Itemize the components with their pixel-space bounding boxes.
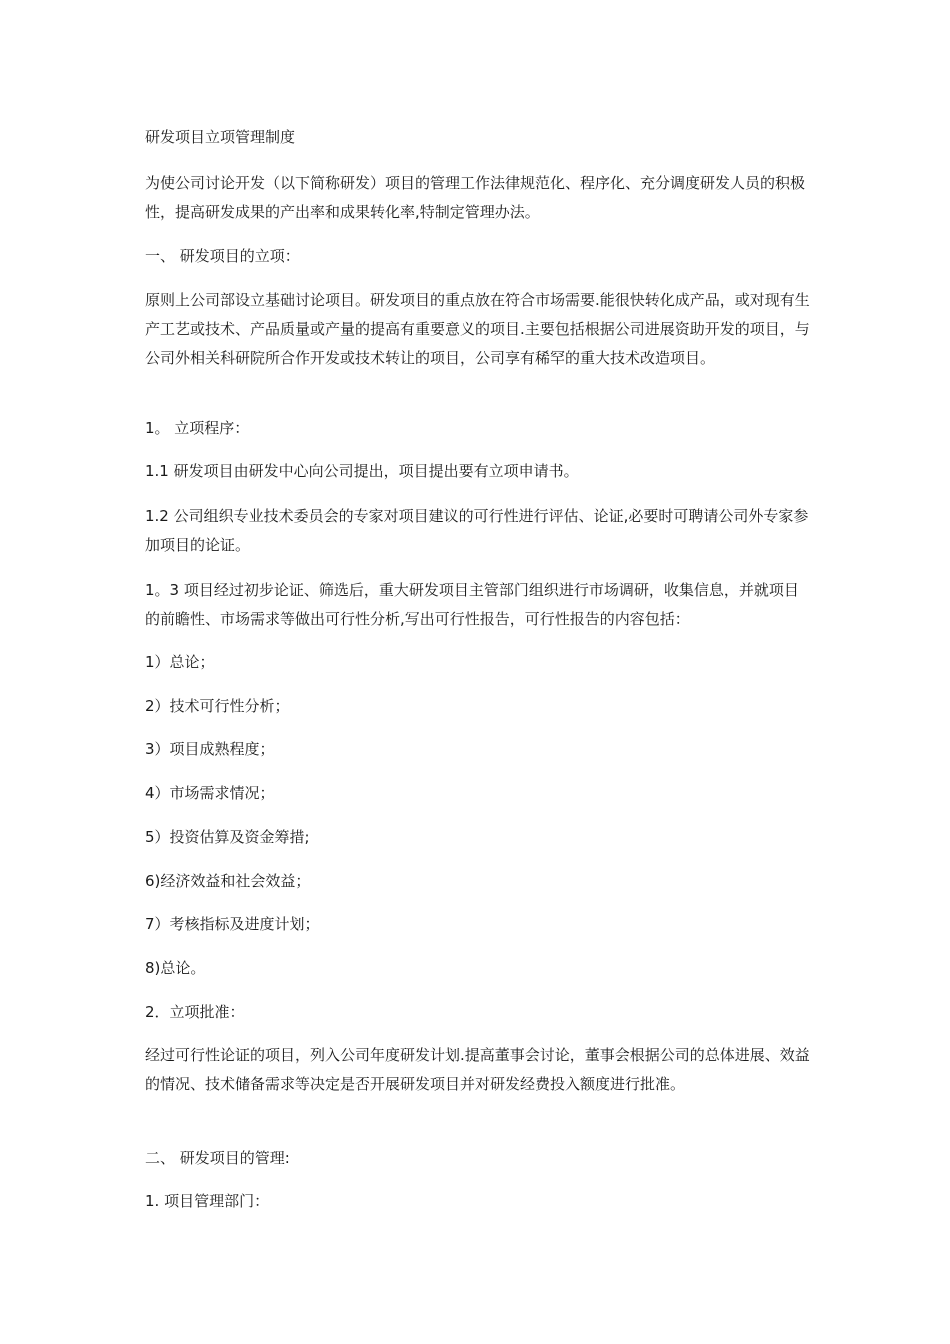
- paragraph: 1.2 公司组织专业技术委员会的专家对项目建议的可行性进行评估、论证,必要时可聘请公司外专家参加项目的论证。: [145, 507, 809, 554]
- intro-paragraph: 为使公司讨论开发（以下简称研发）项目的管理工作法律规范化、程序化、充分调度研发人员的积极性，提高研发成果的产出率和成果转化率,特制定管理办法。: [145, 174, 806, 221]
- subheading: 1。 立项程序：: [145, 419, 250, 437]
- list-item: 5）投资估算及资金筹措;: [145, 828, 310, 846]
- paragraph: 经过可行性论证的项目，列入公司年度研发计划.提高董事会讨论，董事会根据公司的总体进展、效益的情况、技术储备需求等决定是否开展研发项目并对研发经费投入额度进行批准。: [145, 1046, 810, 1093]
- list-item: 7）考核指标及进度计划；: [145, 915, 320, 933]
- document-title: 研发项目立项管理制度: [145, 128, 296, 146]
- section-heading-2: 二、 研发项目的管理:: [145, 1149, 290, 1167]
- paragraph: 原则上公司部设立基础讨论项目。研发项目的重点放在符合市场需要.能很快转化成产品，或对现有生产工艺或技术、产品质量或产量的提高有重要意义的项目.主要包括根据公司进展资助开发的项目，与公司外相关科研院所合作开发或技术转让的项目，公司享有稀罕的重大技术改造项目。: [145, 291, 810, 367]
- list-item: 8)总论。: [145, 959, 206, 977]
- subheading: 1. 项目管理部门：: [145, 1192, 270, 1210]
- subheading: 2．立项批准：: [145, 1003, 245, 1021]
- list-item: 4）市场需求情况；: [145, 784, 275, 802]
- list-item: 3）项目成熟程度；: [145, 740, 275, 758]
- list-item: 1）总论；: [145, 653, 215, 671]
- list-item: 2）技术可行性分析；: [145, 697, 290, 715]
- paragraph: 1。3 项目经过初步论证、筛选后，重大研发项目主管部门组织进行市场调研，收集信息，并就项目的前瞻性、市场需求等做出可行性分析,写出可行性报告，可行性报告的内容包括：: [145, 581, 799, 628]
- list-item: 6)经济效益和社会效益；: [145, 872, 311, 890]
- paragraph: 1.1 研发项目由研发中心向公司提出，项目提出要有立项申请书。: [145, 462, 579, 480]
- section-heading-1: 一、 研发项目的立项：: [145, 247, 300, 265]
